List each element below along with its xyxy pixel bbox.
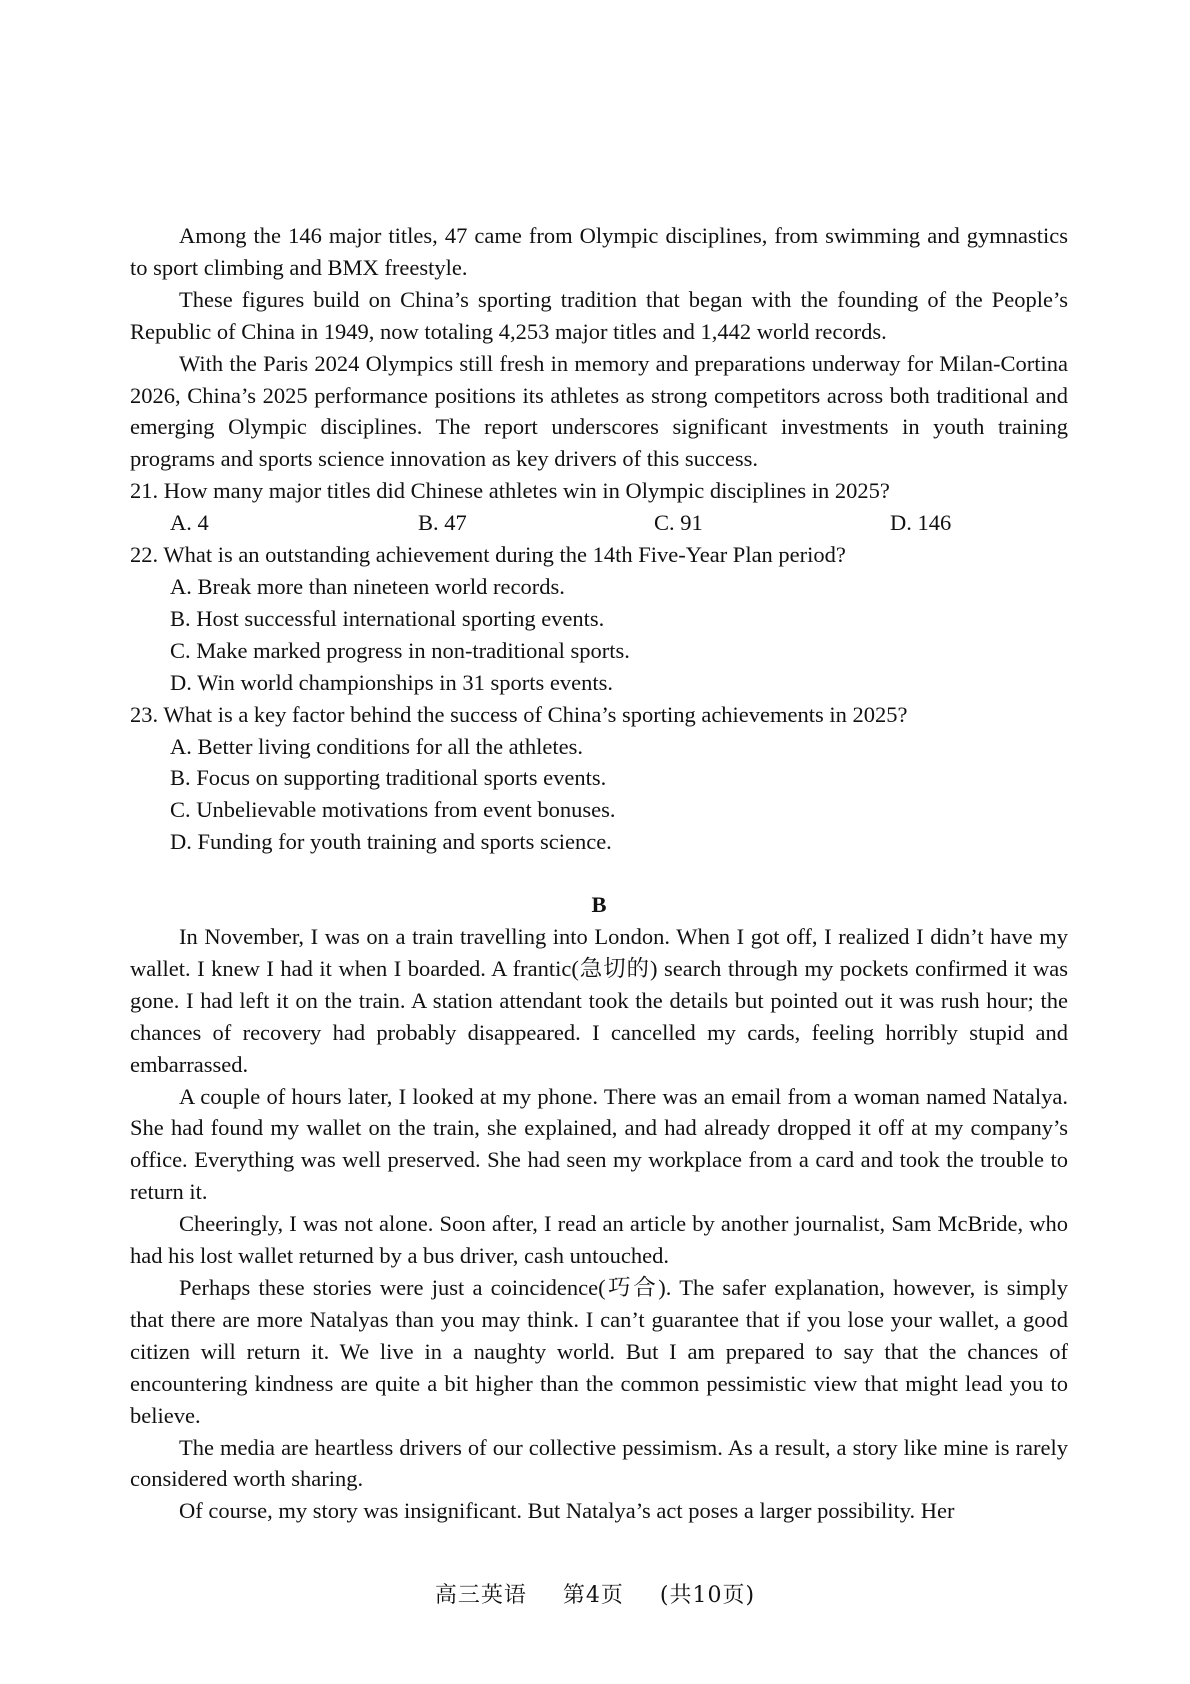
question-21 [130, 475, 1068, 539]
question-stem: 21. How many major titles did Chinese athletes win in Olympic disciplines in 2025? [130, 478, 890, 504]
option-b: B. Focus on supporting traditional sports events. [170, 765, 607, 791]
option-c: C. Unbelievable motivations from event bonuses. [170, 797, 616, 823]
options-row [130, 507, 1068, 539]
page-footer [0, 1578, 1190, 1609]
section-title: B [591, 892, 607, 918]
option-a: A. Break more than nineteen world records. [170, 573, 565, 599]
option-c: C. Make marked progress in non-traditional sports. [170, 637, 630, 663]
option-a: A. Better living conditions for all the athletes. [170, 733, 584, 759]
question-stem: 22. What is an outstanding achievement during the 14th Five-Year Plan period? [130, 542, 846, 568]
option-b: B. 47 [418, 510, 467, 536]
footer-page-number: 第4页 [562, 1583, 624, 1608]
question-23 [130, 699, 1068, 859]
passage-b-paragraph: A couple of hours later, I looked at my phone. There was an email from a woman named Natalya. She had found my wallet on the train, she explained, and had already dropped it off at my company’s office. Everything was well preserved. She had seen my workplace from a card and took the trouble to return it. [130, 1083, 1068, 1205]
option-d: D. Win world championships in 31 sports events. [170, 669, 614, 695]
footer-total-pages: (共10页) [659, 1583, 756, 1608]
footer-subject: 高三英语 [434, 1583, 527, 1608]
option-b: B. Host successful international sporting events. [170, 605, 605, 631]
passage-a-paragraph: With the Paris 2024 Olympics still fresh in memory and preparations underway for Milan-Cortina 2026, China’s 2025 performance positions its athletes as strong competitors across both traditional and emerging Olympic disciplines. The report underscores significant investments in youth training programs and sports science innovation as key drivers of this success. [130, 350, 1068, 472]
passage-b-paragraph: Of course, my story was insignificant. But Natalya’s act poses a larger possibility. Her [179, 1498, 955, 1524]
option-c: C. 91 [654, 510, 703, 536]
option-d: D. 146 [890, 510, 952, 536]
question-22 [130, 539, 1068, 699]
passage-b-paragraph: The media are heartless drivers of our collective pessimism. As a result, a story like mine is rarely considered worth sharing. [130, 1434, 1068, 1492]
passage-b-paragraph: Cheeringly, I was not alone. Soon after, I read an article by another journalist, Sam McBride, who had his lost wallet returned by a bus driver, cash untouched. [130, 1211, 1068, 1269]
option-a: A. 4 [170, 510, 209, 536]
passage-b-paragraph: In November, I was on a train travelling into London. When I got off, I realized I didn’t have my wallet. I knew I had it when I boarded. A frantic(急切的) search through my pockets confirmed it was gone. I had left it on the train. A station attendant took the details but pointed out it was rush hour; the chances of recovery had probably disappeared. I cancelled my cards, feeling horribly stupid and embarrassed. [130, 924, 1068, 1077]
passage-b-paragraph: Perhaps these stories were just a coincidence(巧合). The safer explanation, however, is simply that there are more Natalyas than you may think. I can’t guarantee that if you lose your wallet, a good citizen will return it. We live in a naughty world. But I am prepared to say that the chances of encountering kindness are quite a bit higher than the common pessimistic view that might lead you to believe. [130, 1274, 1068, 1428]
passage-a-paragraph: These figures build on China’s sporting tradition that began with the founding of the People’s Republic of China in 1949, now totaling 4,253 major titles and 1,442 world records. [130, 286, 1068, 344]
exam-page [130, 220, 1068, 1527]
question-stem: 23. What is a key factor behind the success of China’s sporting achievements in 2025? [130, 701, 908, 727]
passage-a-paragraph: Among the 146 major titles, 47 came from Olympic disciplines, from swimming and gymnastics to sport climbing and BMX freestyle. [130, 223, 1068, 280]
option-d: D. Funding for youth training and sports science. [170, 829, 612, 855]
